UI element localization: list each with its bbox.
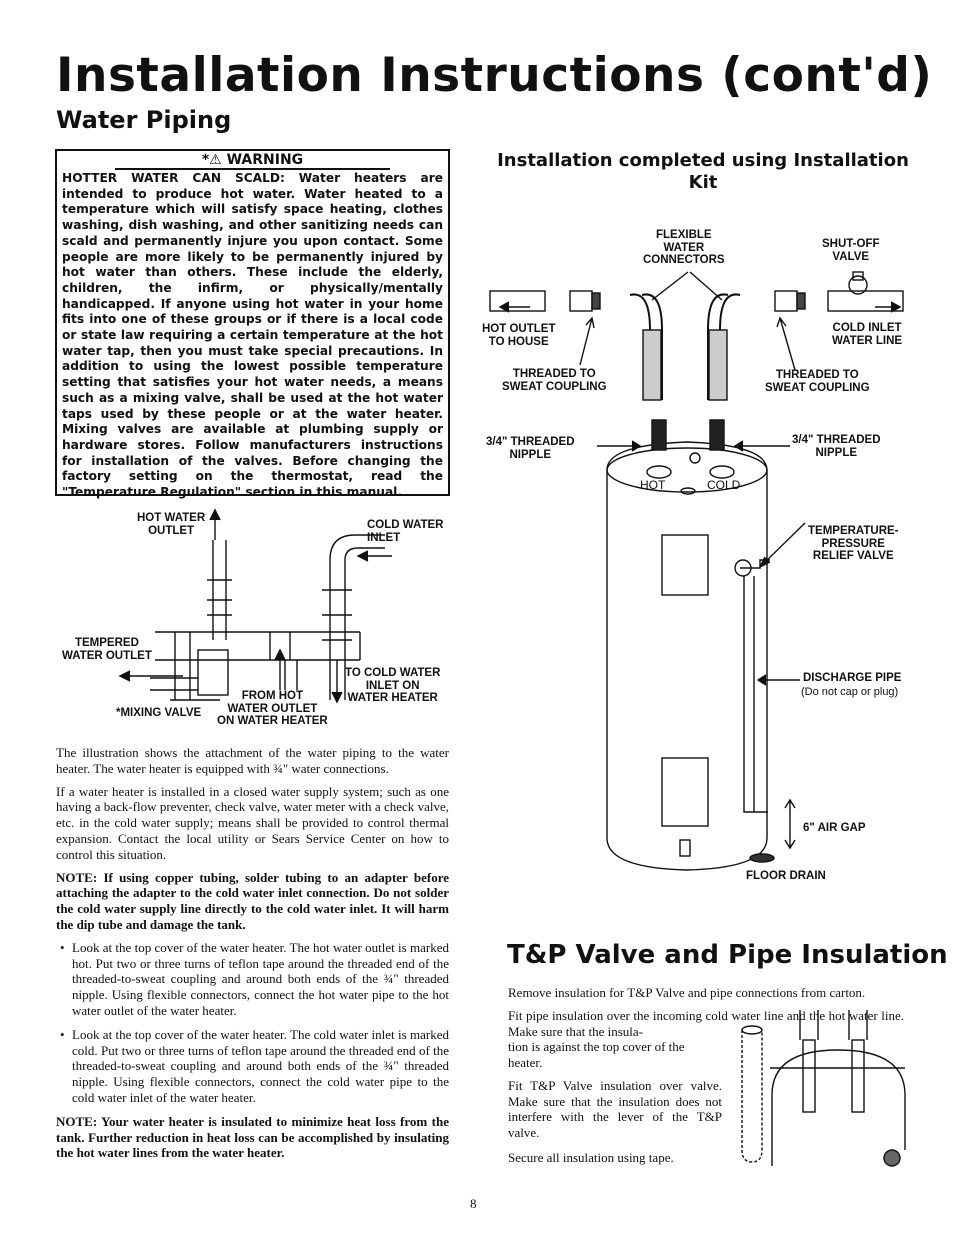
warning-text: HOTTER WATER CAN SCALD: Water heaters are intended to produce hot water. Water heated to a temperature which will satisfy space heating, clothes washing, dish washing, and other sanitizing needs can scald and permanently injure you upon contact. Some people are more likely to be permanently injured by hot water than others. These include the elderly, children, the infirm, or physically/mentally handicapped. If anyone using hot water in your home fits into one of these groups or if there is a local code or state law requiring a certain temperature at the hot water tap, then you must take special precautions. In addition to using the lowest possible temperature setting that satisfies your hot water needs, a means such as a mixing valve, shall be used at the hot water taps used by these people or at the water heater. Mixing valves are available at plumbing supply or hardware stores. Follow manufacturers instructions for installation of the valves. Before changing the factory setting on the thermostat, read the "Temperature Regulation" section in this manual. bbox=[62, 171, 443, 500]
label-cold-water-inlet: COLD WATER INLET bbox=[367, 519, 444, 544]
label-nipple-right: 3/4" THREADED NIPPLE bbox=[792, 434, 881, 459]
label-floor-drain: FLOOR DRAIN bbox=[746, 870, 826, 882]
label-tempered-water-outlet: TEMPERED WATER OUTLET bbox=[62, 637, 152, 662]
label-mixing-valve: *MIXING VALVE bbox=[116, 707, 202, 719]
note-insulation: NOTE: Your water heater is insulated to minimize heat loss from the tank. Further reduction in heat loss can be accomplished by insulating the hot water lines from the water heater. bbox=[56, 1113, 449, 1161]
label-tp-relief-valve: TEMPERATURE- PRESSURE RELIEF VALVE bbox=[808, 525, 899, 562]
label-discharge-note: (Do not cap or plug) bbox=[801, 686, 899, 698]
label-threaded-coupling-left: THREADED TO SWEAT COUPLING bbox=[502, 368, 607, 393]
label-air-gap: 6" AIR GAP bbox=[803, 822, 866, 834]
label-nipple-left: 3/4" THREADED NIPPLE bbox=[486, 436, 575, 461]
label-shutoff-valve: SHUT-OFF VALVE bbox=[822, 238, 880, 263]
label-cold-inlet: COLD INLET WATER LINE bbox=[832, 322, 903, 347]
bullet-list bbox=[56, 940, 449, 1106]
label-hot-outlet: HOT OUTLET TO HOUSE bbox=[482, 323, 556, 348]
tp-paragraph-fit-pipe-cont: tion is against the top cover of the heater. bbox=[508, 1039, 685, 1070]
tp-paragraph-secure: Secure all insulation using tape. bbox=[508, 1150, 674, 1165]
label-discharge-pipe: DISCHARGE PIPE bbox=[803, 672, 902, 684]
tp-paragraph-fit-pipe: Fit pipe insulation over the incoming cold water line and the hot water line. Make sure that the insula- bbox=[508, 1008, 904, 1039]
note-copper-tubing: NOTE: If using copper tubing, solder tubing to an adapter before attaching the adapter to the cold water inlet connection. Do not solder the cold water supply line directly to the cold water inlet. It will harm the dip tube and damage the tank. bbox=[56, 869, 449, 932]
paragraph-closed-system: If a water heater is installed in a closed water supply system; such as one having a back-flow preventer, check valve, water meter with a check valve, etc. in the cold water supply; means shall be provided to control thermal expansion. Contact the local utility or Sears Service Center on how to control this situation. bbox=[56, 783, 449, 862]
warning-heading: *⚠ WARNING bbox=[115, 151, 390, 170]
list-item: • Look at the top cover of the water heater. The cold water inlet is marked cold. Put two or three turns of teflon tape around the threaded end of the threaded-to-sweat coupling and around both ends of the ¾" threaded nipple. Using flexible connectors, connect the cold water pipe to the cold water inlet of the water heater. bbox=[56, 1027, 449, 1106]
label-threaded-coupling-right: THREADED TO SWEAT COUPLING bbox=[765, 369, 870, 394]
label-hot-water-outlet: HOT WATER OUTLET bbox=[137, 512, 206, 537]
label-flexible-connectors: FLEXIBLE WATER CONNECTORS bbox=[643, 229, 725, 266]
list-item: • Look at the top cover of the water heater. The hot water outlet is marked hot. Put two or three turns of teflon tape around the threaded end of the threaded-to-sweat coupling and around both ends of the ¾" threaded nipple. Using flexible connectors, connect the hot water pipe to the hot water outlet of the water heater. bbox=[56, 940, 449, 1019]
body-text bbox=[56, 745, 449, 1168]
section-title-tp-valve: T&P Valve and Pipe Insulation bbox=[507, 940, 948, 970]
section-title-water-piping: Water Piping bbox=[56, 106, 232, 134]
label-to-cold-water-inlet: TO COLD WATER INLET ON WATER HEATER bbox=[345, 667, 441, 704]
page-title: Installation Instructions (cont'd) bbox=[56, 48, 933, 103]
kit-diagram-title: Installation completed using Installation Kit bbox=[497, 150, 909, 193]
label-from-hot-water-outlet: FROM HOT WATER OUTLET ON WATER HEATER bbox=[217, 690, 328, 727]
label-hot: HOT bbox=[640, 478, 666, 492]
tp-paragraph-fit-valve: Fit T&P Valve insulation over valve. Make sure that the insulation does not interfere with the lever of the T&P valve. bbox=[508, 1078, 722, 1140]
label-cold: COLD bbox=[707, 478, 741, 492]
page-number: 8 bbox=[470, 1196, 477, 1211]
water-heater bbox=[597, 420, 805, 870]
tp-paragraph-remove: Remove insulation for T&P Valve and pipe connections from carton. bbox=[508, 985, 866, 1000]
paragraph-illustration: The illustration shows the attachment of the water piping to the water heater. The water heater is equipped with ¾" water connections. bbox=[56, 745, 449, 776]
